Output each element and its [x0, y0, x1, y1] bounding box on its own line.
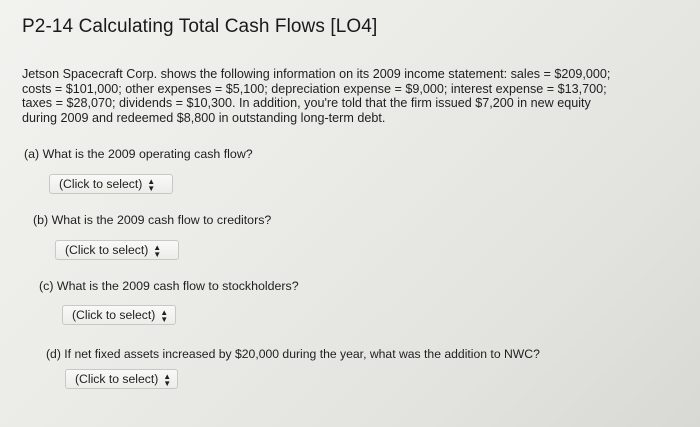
answer-a-select[interactable]	[49, 174, 173, 194]
select-arrows-icon: ▲ ▼	[147, 176, 156, 193]
answer-c-select[interactable]	[62, 305, 176, 325]
answer-a-select-label: (Click to select)	[59, 177, 143, 191]
statement-line: Jetson Spacecraft Corp. shows the following information on its 2009 income statement: sales = $209,000;	[22, 67, 611, 81]
question-a-text: (a) What is the 2009 operating cash flow?	[24, 147, 253, 161]
select-arrows-icon: ▲ ▼	[153, 242, 162, 259]
answer-d-select[interactable]	[65, 369, 178, 389]
answer-d-select-label: (Click to select)	[75, 372, 159, 386]
statement-line: costs = $101,000; other expenses = $5,100; depreciation expense = $9,000; interest expense = $13,700;	[22, 81, 607, 96]
question-d-text: (d) If net fixed assets increased by $20,000 during the year, what was the addition to NWC?	[46, 347, 540, 361]
answer-c-select-label: (Click to select)	[72, 308, 156, 322]
answer-b-select-label: (Click to select)	[65, 243, 149, 257]
problem-title: P2-14 Calculating Total Cash Flows [LO4]	[22, 16, 378, 37]
answer-b-select[interactable]	[55, 240, 179, 260]
select-arrows-icon: ▲ ▼	[160, 307, 169, 324]
statement-line: taxes = $28,070; dividends = $10,300. In addition, you're told that the firm issued $7,200 in new equity	[22, 96, 591, 110]
statement-line: during 2009 and redeemed $8,800 in outstanding long-term debt.	[22, 110, 386, 125]
question-b-text: (b) What is the 2009 cash flow to creditors?	[33, 213, 272, 227]
question-c-text: (c) What is the 2009 cash flow to stockholders?	[39, 279, 299, 293]
select-arrows-icon: ▲ ▼	[163, 371, 172, 388]
problem-statement	[22, 67, 682, 125]
